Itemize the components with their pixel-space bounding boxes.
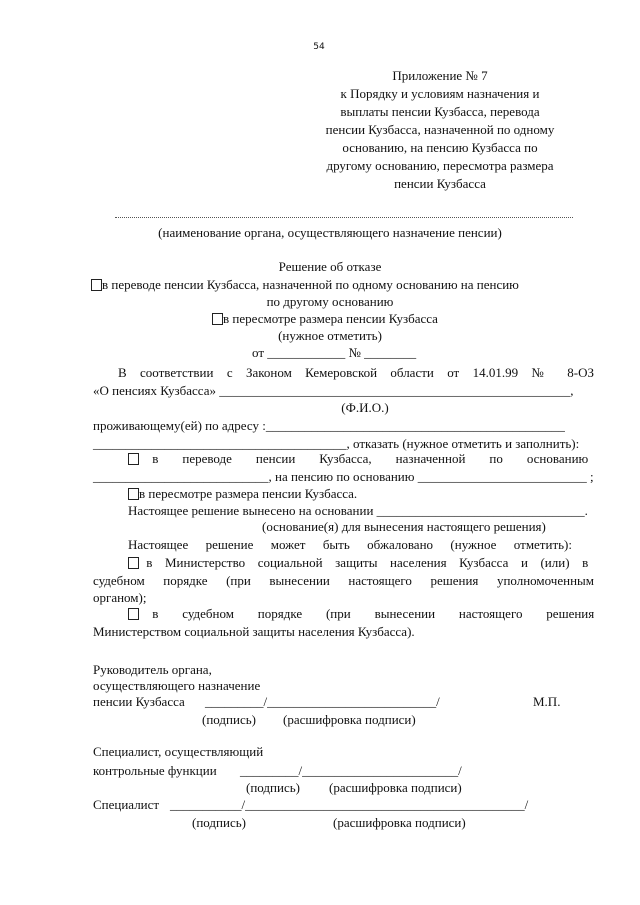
address-field[interactable]: ______________________________________________	[265, 418, 565, 433]
appeal-court-checkbox[interactable]	[128, 608, 139, 620]
decision-note: (нужное отметить)	[278, 328, 382, 343]
option-transfer	[91, 277, 519, 292]
recipient-name-field[interactable]: ______________________________________________________,	[219, 383, 574, 398]
basis-line	[128, 503, 588, 518]
law-title: «О пенсиях Кузбасса»	[93, 383, 216, 398]
head-caption-decode: (расшифровка подписи)	[283, 712, 416, 727]
transfer-option-row	[128, 451, 594, 466]
transfer-basis-line	[93, 469, 594, 484]
address-label: проживающему(ей) по адресу :	[93, 418, 266, 433]
specialist-label: Специалист	[93, 797, 160, 812]
appeal-ministry-checkbox[interactable]	[128, 557, 139, 569]
appeal-court-text: в судебном порядке (при вынесении настоящего решения	[152, 606, 595, 621]
appendix-line: пенсии Кузбасса, назначенной по одному	[325, 122, 555, 137]
appendix-line: пенсии Кузбасса	[394, 176, 486, 191]
recalc-refuse-text: в пересмотре размера пенсии Кузбасса.	[139, 486, 358, 501]
recipient-line	[93, 383, 573, 398]
transfer-refuse-checkbox[interactable]	[128, 453, 139, 465]
specialist-control-title-2: контрольные функции	[93, 763, 217, 778]
head-title-3: пенсии Кузбасса	[93, 694, 185, 709]
option-recalc	[212, 311, 438, 326]
appendix-line: к Порядку и условиям назначения и	[340, 86, 540, 101]
refuse-text: , отказать (нужное отметить и заполнить):	[346, 436, 580, 451]
appeal-label: Настоящее решение может быть обжаловано (нужное отметить):	[128, 537, 572, 552]
transfer-refuse-text: в переводе пенсии Кузбасса, назначенной по основанию	[152, 451, 589, 466]
recalc-refuse-row	[128, 486, 357, 501]
head-title-2: осуществляющего назначение	[93, 678, 261, 693]
appeal-option-1	[128, 555, 594, 570]
specialist-signature-fields[interactable]: ___________/___________________________________________/	[170, 797, 529, 812]
specialist-caption-decode: (расшифровка подписи)	[333, 815, 466, 830]
number-label: №	[348, 345, 361, 360]
head-signature-fields[interactable]: _________/__________________________/	[205, 694, 440, 709]
date-field[interactable]: ____________	[267, 345, 346, 360]
appendix-title: Приложение № 7	[392, 68, 488, 83]
option-recalc-label: в пересмотре размера пенсии Кузбасса	[223, 311, 438, 326]
decision-title: Решение об отказе	[278, 259, 382, 274]
decision-date-number	[252, 345, 416, 360]
address-line	[93, 418, 565, 433]
specialist-control-title: Специалист, осуществляющий	[93, 744, 264, 759]
fio-caption: (Ф.И.О.)	[341, 400, 389, 415]
basis-label: Настоящее решение вынесено на основании	[128, 503, 374, 518]
specialist-control-signature-fields[interactable]: _________/________________________/	[240, 763, 462, 778]
number-field[interactable]: ________	[364, 345, 417, 360]
refuse-line	[93, 436, 579, 451]
appendix-line: выплаты пенсии Кузбасса, перевода	[340, 104, 540, 119]
appeal-option-2-cont: Министерством социальной защиты населения Кузбасса).	[93, 624, 415, 639]
option-transfer-cont: по другому основанию	[266, 294, 394, 309]
transfer-basis-field-1[interactable]: ___________________________	[93, 469, 269, 484]
page-number: 54	[313, 42, 325, 52]
option-transfer-label: в переводе пенсии Кузбасса, назначенной по одному основанию на пенсию	[102, 277, 519, 292]
organ-caption: (наименование органа, осуществляющего назначение пенсии)	[158, 225, 502, 240]
specialist-control-caption-decode: (расшифровка подписи)	[329, 780, 462, 795]
recalc-checkbox[interactable]	[212, 313, 223, 325]
specialist-caption-sign: (подпись)	[192, 815, 246, 830]
head-caption-sign: (подпись)	[202, 712, 256, 727]
transfer-basis-text: , на пенсию по основанию	[268, 469, 415, 484]
address-field-2[interactable]: _______________________________________	[93, 436, 347, 451]
transfer-basis-field-2[interactable]: __________________________	[417, 469, 587, 484]
appeal-option-2	[128, 606, 594, 621]
appeal-ministry-text: в Министерство социальной защиты населения Кузбасса и (или) в	[146, 555, 589, 570]
appeal-option-1-end: органом);	[93, 590, 147, 605]
head-title: Руководитель органа,	[93, 662, 212, 677]
appendix-line: другому основанию, пересмотра размера	[326, 158, 554, 173]
recalc-refuse-checkbox[interactable]	[128, 488, 139, 500]
seal-label: М.П.	[533, 694, 561, 709]
transfer-basis-end: ;	[589, 469, 594, 484]
from-label: от	[252, 345, 265, 360]
basis-field[interactable]: ________________________________.	[376, 503, 588, 518]
basis-caption: (основание(я) для вынесения настоящего решения)	[262, 519, 546, 534]
transfer-checkbox[interactable]	[91, 279, 102, 291]
specialist-control-caption-sign: (подпись)	[246, 780, 300, 795]
appendix-line: основанию, на пенсию Кузбасса по	[342, 140, 538, 155]
appeal-option-1-cont: судебном порядке (при вынесении настоящего решения уполномоченным	[93, 573, 594, 588]
organ-name-line[interactable]	[115, 217, 573, 218]
law-reference: В соответствии с Законом Кемеровской области от 14.01.99 № 8-ОЗ	[118, 365, 594, 380]
